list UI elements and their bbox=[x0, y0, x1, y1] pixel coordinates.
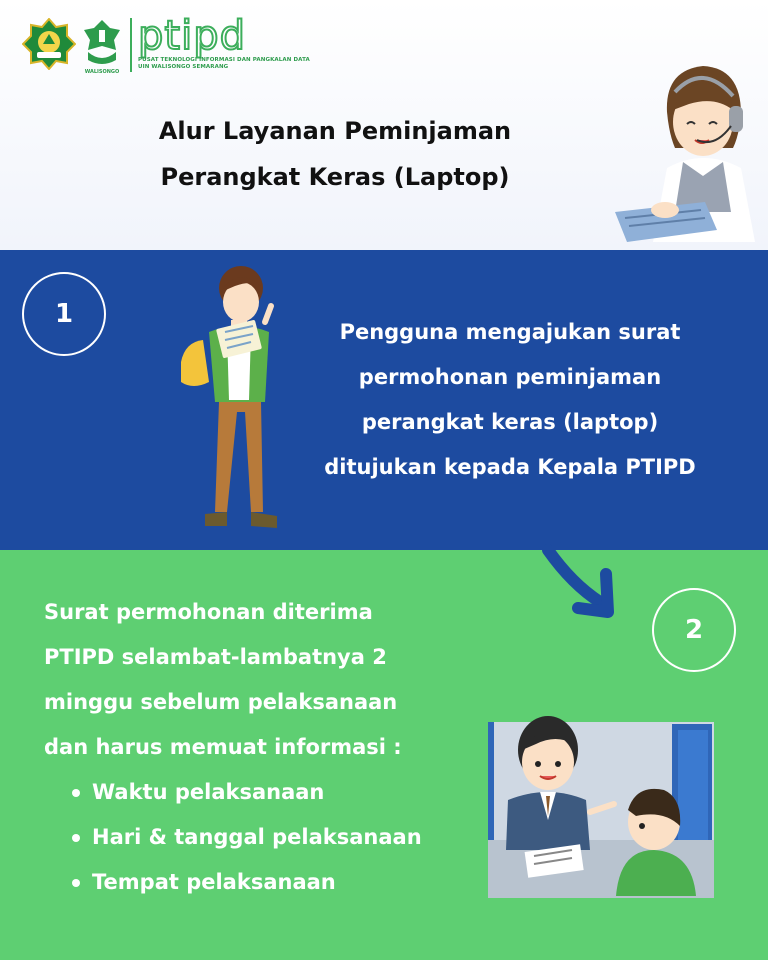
curved-arrow-icon bbox=[538, 544, 622, 622]
step-2-line-3: minggu sebelum pelaksanaan bbox=[44, 690, 398, 714]
walisongo-caption: WALISONGO bbox=[84, 69, 120, 74]
ptipd-logo bbox=[138, 13, 310, 71]
title-line-2: Perangkat Keras (Laptop) bbox=[160, 163, 510, 191]
step-1-line-2: permohonan peminjaman bbox=[358, 365, 662, 389]
step-1-line-1: Pengguna mengajukan surat bbox=[339, 320, 681, 344]
list-item: Hari & tanggal pelaksanaan bbox=[68, 815, 464, 860]
title-line-1: Alur Layanan Peminjaman bbox=[158, 117, 512, 145]
ptipd-subtitle-line2: UIN WALISONGO SEMARANG bbox=[138, 64, 229, 70]
customer-service-agent-illustration bbox=[605, 52, 765, 242]
step-1-line-3: perangkat keras (laptop) bbox=[361, 410, 659, 434]
student-with-letter-illustration bbox=[165, 262, 285, 540]
kemenag-logo-icon bbox=[22, 18, 76, 70]
walisongo-logo-icon bbox=[82, 18, 122, 74]
step-2-line-2: PTIPD selambat-lambatnya 2 bbox=[44, 645, 387, 669]
logo-divider bbox=[130, 18, 132, 72]
step-1-number-badge: 1 bbox=[22, 272, 106, 356]
list-item: Tempat pelaksanaan bbox=[68, 860, 464, 905]
required-info-list bbox=[44, 770, 464, 905]
logo-bar bbox=[22, 13, 310, 74]
step-2-number-badge: 2 bbox=[652, 588, 736, 672]
page-title bbox=[125, 108, 545, 200]
step-2-description bbox=[44, 590, 464, 905]
officer-receiving-letter-illustration bbox=[486, 700, 718, 898]
list-item: Waktu pelaksanaan bbox=[68, 770, 464, 815]
step-2-line-4: dan harus memuat informasi : bbox=[44, 735, 402, 759]
ptipd-wordmark: ptipd bbox=[138, 13, 246, 59]
step-1-description bbox=[300, 310, 720, 490]
step-2-line-1: Surat permohonan diterima bbox=[44, 600, 373, 624]
step-1-line-4: ditujukan kepada Kepala PTIPD bbox=[324, 455, 696, 479]
ptipd-subtitle-line1: PUSAT TEKNOLOGI INFORMASI DAN PANGKALAN DATA bbox=[138, 57, 310, 63]
